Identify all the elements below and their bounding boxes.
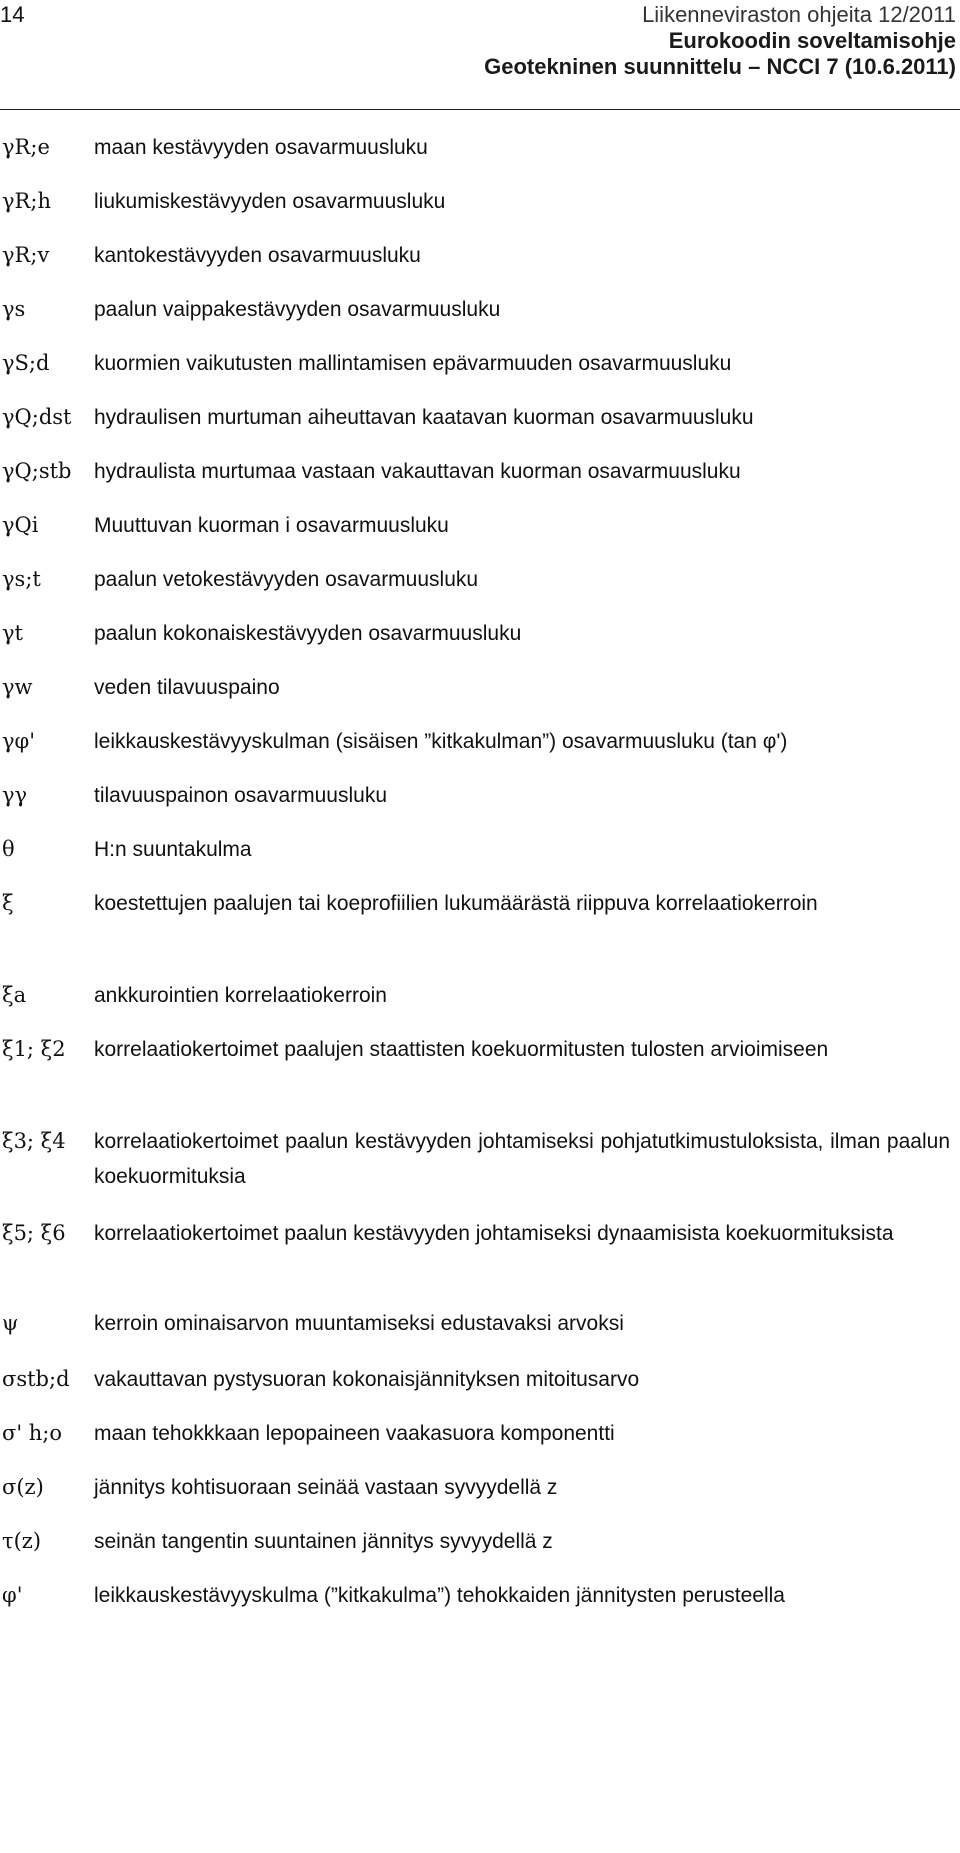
definition: kantokestävyyden osavarmuusluku: [94, 244, 421, 267]
definition: seinän tangentin suuntainen jännitys syvyydellä z: [94, 1530, 553, 1553]
symbol: γs;t: [2, 567, 41, 591]
symbol: γR;v: [2, 243, 50, 267]
definition: maan kestävyyden osavarmuusluku: [94, 136, 428, 159]
symbol: τ(z): [2, 1529, 42, 1553]
symbol: γQi: [2, 513, 39, 537]
symbol: γQ;dst: [2, 405, 72, 429]
definition: leikkauskestävyyskulman (sisäisen ”kitkakulman”) osavarmuusluku (tan φ'): [94, 730, 788, 753]
header-divider: [0, 109, 960, 110]
symbol: γR;e: [2, 135, 50, 159]
definition: kuormien vaikutusten mallintamisen epävarmuuden osavarmuusluku: [94, 352, 732, 375]
symbol: θ: [2, 837, 15, 861]
symbol: ξ: [2, 891, 14, 915]
page-number: 14: [0, 2, 25, 27]
symbol: σstb;d: [2, 1367, 70, 1391]
definition: hydraulisen murtuman aiheuttavan kaatavan kuorman osavarmuusluku: [94, 406, 754, 429]
definition: Muuttuvan kuorman i osavarmuusluku: [94, 514, 449, 537]
symbol: ξa: [2, 983, 27, 1007]
symbol: γγ: [2, 783, 28, 807]
definition: korrelaatiokertoimet paalujen staattisten koekuormitusten tulosten arvioimiseen: [94, 1038, 829, 1061]
definition: tilavuuspainon osavarmuusluku: [94, 784, 388, 807]
symbol: σ' h;o: [2, 1421, 63, 1445]
header-title: Eurokoodin soveltamisohje: [668, 28, 956, 53]
definition: kerroin ominaisarvon muuntamiseksi edustavaksi arvoksi: [94, 1312, 624, 1335]
symbol: γs: [2, 297, 26, 321]
symbol: ξ1; ξ2: [2, 1037, 66, 1061]
definition: paalun kokonaiskestävyyden osavarmuusluku: [94, 622, 522, 645]
symbol: ψ: [2, 1311, 19, 1335]
definition: paalun vetokestävyyden osavarmuusluku: [94, 568, 479, 591]
symbol: σ(z): [2, 1475, 44, 1499]
definition: koestettujen paalujen tai koeprofiilien lukumäärästä riippuva korrelaatiokerroin: [94, 892, 818, 915]
definition: vakauttavan pystysuoran kokonaisjännityksen mitoitusarvo: [94, 1368, 640, 1391]
symbol: γS;d: [2, 351, 50, 375]
symbol: ξ3; ξ4: [2, 1129, 66, 1153]
running-header: [484, 2, 956, 80]
symbol: γR;h: [2, 189, 51, 213]
definition: liukumiskestävyyden osavarmuusluku: [94, 190, 446, 213]
symbol: γφ': [2, 729, 36, 753]
symbol: γQ;stb: [2, 459, 72, 483]
header-publisher: Liikenneviraston ohjeita 12/2011: [642, 2, 956, 27]
definition: veden tilavuuspaino: [94, 676, 280, 699]
symbol: γw: [2, 675, 33, 699]
definition: paalun vaippakestävyyden osavarmuusluku: [94, 298, 501, 321]
definition: leikkauskestävyyskulma (”kitkakulma”) tehokkaiden jännitysten perusteella: [94, 1584, 785, 1607]
symbol: φ': [2, 1583, 23, 1607]
definition: korrelaatiokertoimet paalun kestävyyden johtamiseksi pohjatutkimustuloksista, ilman paalun koekuormituksia: [94, 1130, 950, 1188]
definition: hydraulista murtumaa vastaan vakauttavan kuorman osavarmuusluku: [94, 460, 741, 483]
definition: korrelaatiokertoimet paalun kestävyyden johtamiseksi dynaamisista koekuormituksista: [94, 1222, 894, 1245]
definition: maan tehokkkaan lepopaineen vaakasuora komponentti: [94, 1422, 615, 1445]
header-subtitle: Geotekninen suunnittelu – NCCI 7 (10.6.2011): [484, 54, 956, 79]
definition: ankkurointien korrelaatiokerroin: [94, 984, 387, 1007]
symbol: ξ5; ξ6: [2, 1221, 66, 1245]
definition: H:n suuntakulma: [94, 838, 252, 861]
symbol: γt: [2, 621, 23, 645]
definition: jännitys kohtisuoraan seinää vastaan syvyydellä z: [94, 1476, 558, 1499]
